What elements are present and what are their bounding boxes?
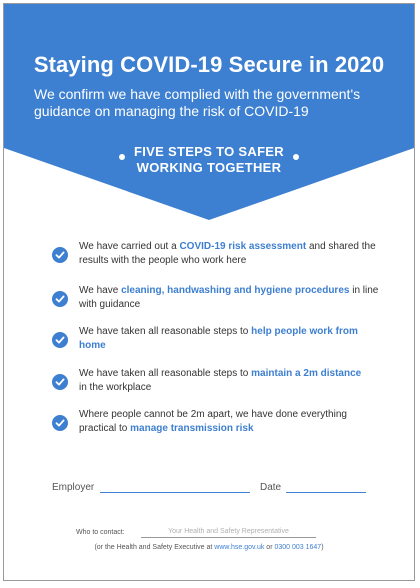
steps-heading	[4, 144, 414, 176]
hse-phone-number: 0300 003 1647	[274, 544, 322, 551]
check-icon	[52, 332, 68, 348]
check-icon	[52, 415, 68, 431]
contact-line[interactable]	[141, 537, 316, 538]
contact-label: Who to contact:	[76, 529, 125, 536]
hse-website-link[interactable]: www.hse.gov.uk	[214, 544, 265, 551]
step-text: We have carried out a COVID-19 risk assessment and shared the results with the people who work here	[79, 241, 376, 266]
date-line[interactable]	[286, 492, 366, 493]
step-highlight: cleaning, handwashing and hygiene procedures	[121, 285, 350, 296]
step-highlight: help people work from home	[79, 326, 358, 351]
check-icon	[52, 291, 68, 307]
step-text: We have taken all reasonable steps to maintain a 2m distance in the workplace	[79, 368, 362, 393]
poster	[3, 3, 415, 581]
check-icon	[52, 374, 68, 390]
date-label: Date	[260, 482, 282, 493]
right-bullet-dot	[293, 154, 299, 160]
poster-title: Staying COVID-19 Secure in 2020	[33, 52, 385, 77]
poster-subtitle: We confirm we have complied with the government's guidance on managing the risk of COVID-19	[34, 86, 361, 119]
step-text: We have taken all reasonable steps to help people work from home	[79, 326, 358, 351]
employer-label: Employer	[52, 482, 95, 493]
check-icon	[52, 247, 68, 263]
contact-placeholder: Your Health and Safety Representative	[168, 528, 289, 535]
step-text: We have cleaning, handwashing and hygiene procedures in line with guidance	[79, 285, 379, 310]
hse-contact-text: (or the Health and Safety Executive at www.hse.gov.uk or 0300 003 1647)	[94, 544, 324, 551]
step-text: Where people cannot be 2m apart, we have done everything practical to manage transmission risk	[79, 409, 347, 434]
steps-heading-line-1: FIVE STEPS TO SAFER	[134, 144, 284, 159]
steps-heading-line-2: WORKING TOGETHER	[136, 160, 282, 175]
step-highlight: COVID-19 risk assessment	[179, 241, 307, 252]
step-highlight: manage transmission risk	[130, 423, 254, 434]
employer-signature-line[interactable]	[100, 492, 250, 493]
step-highlight: maintain a 2m distance	[251, 368, 362, 379]
